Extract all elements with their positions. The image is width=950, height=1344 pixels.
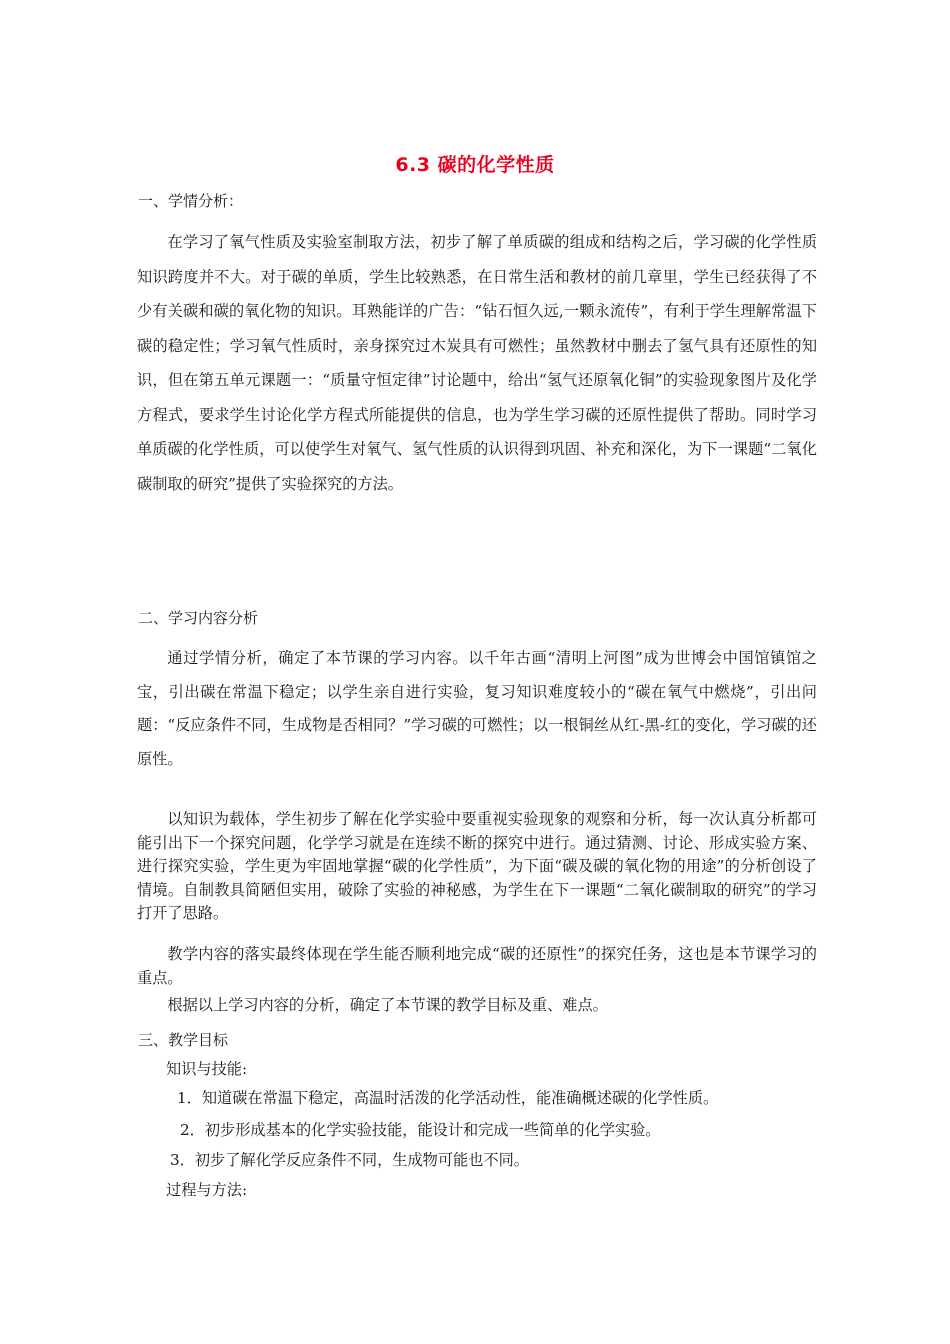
section-heading-student-analysis: 一、学情分析： [138,192,244,210]
document-title: 6.3 碳的化学性质 [395,154,555,176]
goal-item-3: 3．初步了解化学反应条件不同，生成物可能也不同。 [170,1151,529,1169]
content-analysis-paragraph-1: 通过学情分析，确定了本节课的学习内容。以千年古画“清明上河图”成为世博会中国馆镇馆之宝，引出碳在常温下稳定；以学生亲自进行实验，复习知识难度较小的“碳在氧气中燃烧”，引出问题：“反应条件不同，生成物是否相同？”学习碳的可燃性；以一根铜丝从红-黑-红的变化，学习碳的还原性。 [137,649,817,768]
content-analysis-paragraph-4: 根据以上学习内容的分析，确定了本节课的教学目标及重、难点。 [167,996,608,1014]
section-heading-teaching-goals: 三、教学目标 [138,1031,229,1049]
goal-item-2: 2．初步形成基本的化学实验技能，能设计和完成一些简单的化学实验。 [180,1121,661,1139]
section-heading-content-analysis: 二、学习内容分析 [138,609,259,627]
content-analysis-paragraph-3: 教学内容的落实最终体现在学生能否顺利地完成“碳的还原性”的探究任务，这也是本节课学习的重点。 [137,945,817,987]
student-analysis-paragraph: 在学习了氧气性质及实验室制取方法，初步了解了单质碳的组成和结构之后，学习碳的化学性质知识跨度并不大。对于碳的单质，学生比较熟悉，在日常生活和教材的前几章里，学生已经获得了不少有关碳和碳的氧化物的知识。耳熟能详的广告：“钻石恒久远,一颗永流传”，有利于学生理解常温下碳的稳定性；学习氧气性质时，亲身探究过木炭具有可燃性；虽然教材中删去了氢气具有还原性的知识，但在第五单元课题一：“质量守恒定律”讨论题中，给出“氢气还原氧化铜”的实验现象图片及化学方程式，要求学生讨论化学方程式所能提供的信息，也为学生学习碳的还原性提供了帮助。同时学习单质碳的化学性质，可以使学生对氧气、氢气性质的认识得到巩固、补充和深化，为下一课题“二氧化碳制取的研究”提供了实验探究的方法。 [137,233,817,493]
goal-item-1: 1．知道碳在常温下稳定，高温时活泼的化学活动性，能准确概述碳的化学性质。 [177,1089,719,1107]
content-analysis-paragraph-2: 以知识为载体，学生初步了解在化学实验中要重视实验现象的观察和分析，每一次认真分析都可能引出下一个探究问题，化学学习就是在连续不断的探究中进行。通过猜测、讨论、形成实验方案、进行探究实验，学生更为牢固地掌握“碳的化学性质”，为下面“碳及碳的氧化物的用途”的分析创设了情境。自制教具简陋但实用，破除了实验的神秘感，为学生在下一课题“二氧化碳制取的研究”的学习打开了思路。 [137,810,817,923]
subheading-knowledge-skills: 知识与技能: [166,1060,248,1078]
subheading-process-methods: 过程与方法: [166,1181,248,1199]
